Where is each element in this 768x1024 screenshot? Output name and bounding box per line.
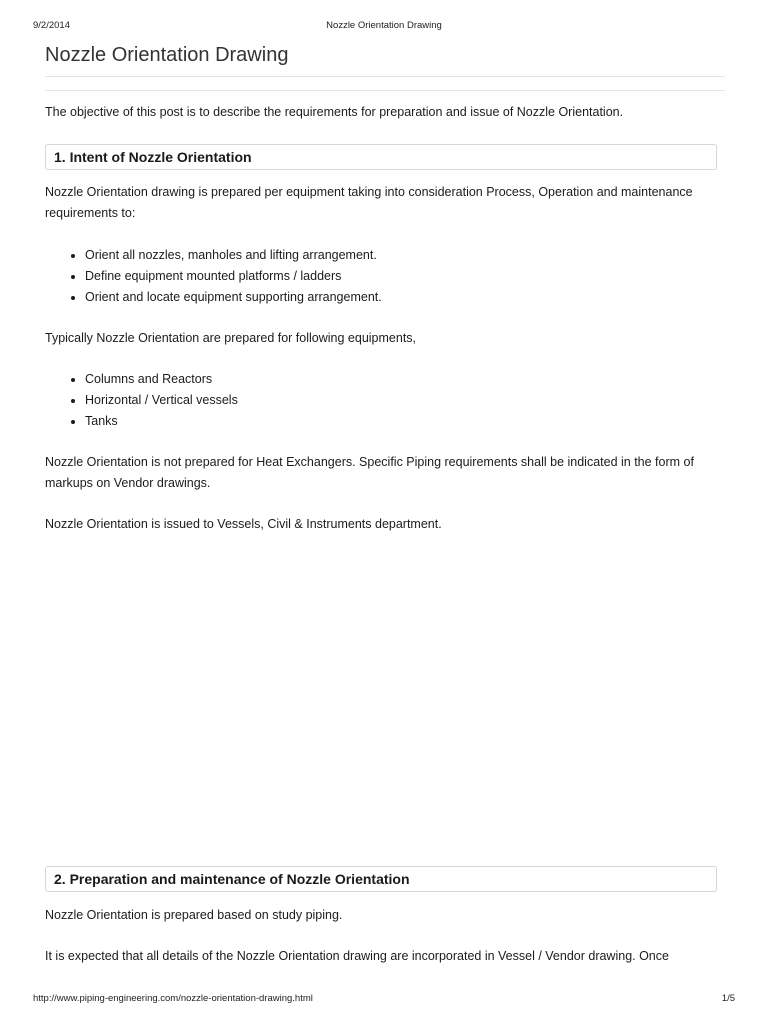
title-divider-top [45, 76, 725, 77]
title-divider-bottom [45, 90, 725, 91]
list-item: • Orient and locate equipment supporting arrangement. [85, 287, 382, 308]
section1-paragraph-3: Nozzle Orientation is not prepared for Heat Exchangers. Specific Piping requirements shall be indicated in the form of markups on Vendor drawings. [45, 455, 694, 490]
list-item: • Tanks [85, 411, 238, 432]
list-item: • Define equipment mounted platforms / ladders [85, 266, 382, 287]
section2-paragraph-1: Nozzle Orientation is prepared based on study piping. [45, 908, 343, 922]
page-number: 1/5 [721, 993, 735, 1004]
bullet-list-equipments [66, 369, 238, 432]
section1-paragraph-2: Typically Nozzle Orientation are prepared for following equipments, [45, 331, 417, 345]
section-heading-intent: 1. Intent of Nozzle Orientation [45, 144, 717, 170]
bullet-list-requirements [66, 245, 382, 308]
section2-paragraph-2: It is expected that all details of the Nozzle Orientation drawing are incorporated in Vessel / Vendor drawing. Once [45, 949, 669, 963]
list-item: • Orient all nozzles, manholes and lifting arrangement. [85, 245, 382, 266]
section1-paragraph-1: Nozzle Orientation drawing is prepared per equipment taking into consideration Process, Operation and maintenance requirements to: [45, 185, 693, 220]
print-doc-title: Nozzle Orientation Drawing [326, 20, 442, 31]
intro-paragraph: The objective of this post is to describe the requirements for preparation and issue of Nozzle Orientation. [45, 105, 624, 119]
print-footer [33, 993, 735, 1007]
list-item: • Horizontal / Vertical vessels [85, 390, 238, 411]
page-title: Nozzle Orientation Drawing [45, 44, 289, 66]
print-url: http://www.piping-engineering.com/nozzle-orientation-drawing.html [33, 993, 313, 1004]
print-date: 9/2/2014 [33, 20, 70, 31]
list-item: • Columns and Reactors [85, 369, 238, 390]
section-heading-preparation: 2. Preparation and maintenance of Nozzle Orientation [45, 866, 717, 892]
section1-paragraph-4: Nozzle Orientation is issued to Vessels, Civil & Instruments department. [45, 517, 442, 531]
print-header [33, 20, 735, 34]
